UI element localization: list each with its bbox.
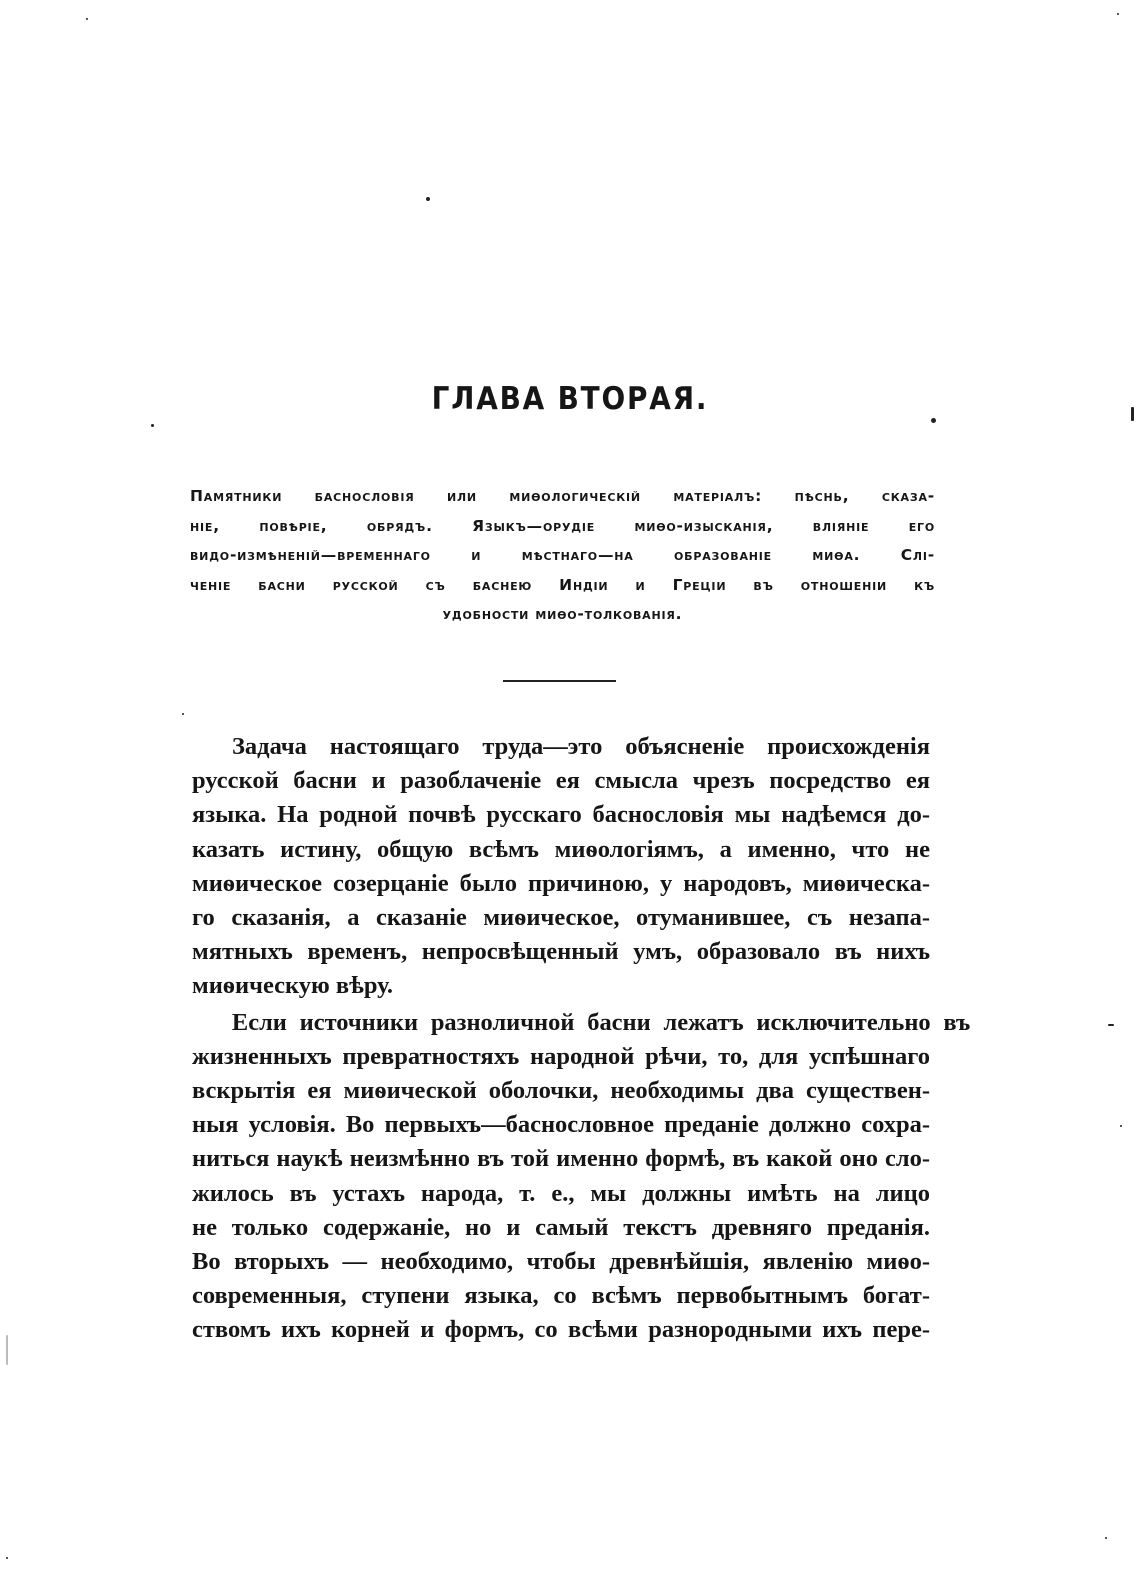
- text-line: ниться наукѣ неизмѣнно въ той именно формѣ, въ какой оно сло-: [192, 1145, 930, 1173]
- section-separator: [503, 680, 616, 682]
- text-line: Во вторыхъ — необходимо, чтобы древнѣйшія, явленію миѳо-: [192, 1248, 930, 1276]
- text-line: жилось въ устахъ народа, т. е., мы должны имѣть на лицо: [192, 1179, 930, 1207]
- text-line: казать истину, общую всѣмъ миѳологіямъ, а именно, что не: [192, 835, 930, 863]
- text-line: русской басни и разоблаченіе ея смысла чрезъ посредство ея: [192, 767, 930, 795]
- text-line: Задача настоящаго труда—это объясненіе происхожденія: [232, 733, 930, 760]
- text-line: ныя условія. Во первыхъ—баснословное преданіе должно сохра-: [192, 1111, 930, 1139]
- scan-speck: [1131, 407, 1134, 421]
- paragraph: [192, 730, 930, 1004]
- text-line: миѳическое созерцаніе было причиною, у народовъ, миѳическа-: [192, 869, 930, 897]
- chapter-summary: [190, 482, 935, 630]
- text-line: современныя, ступени языка, со всѣмъ первобытнымъ богат-: [192, 1282, 930, 1310]
- text-line: не только содержаніе, но и самый текстъ древняго преданія.: [192, 1213, 930, 1241]
- summary-line: ніе, повѣріе, обрядъ. Языкъ—орудіе миѳо-изысканія, вліяніе его: [190, 516, 935, 535]
- summary-line: удобности миѳо-толкованія.: [442, 605, 683, 623]
- scan-speck: [1117, 13, 1119, 15]
- text-line: языка. На родной почвѣ русскаго баснословія мы надѣемся до-: [192, 801, 930, 829]
- scan-speck: [6, 1557, 8, 1559]
- text-line: ствомъ ихъ корней и формъ, со всѣми разнородными ихъ пере-: [192, 1316, 930, 1344]
- text-line: Если источники разноличной басни лежатъ исключительно въ: [231, 1008, 971, 1036]
- chapter-title: ГЛАВА ВТОРАЯ.: [431, 381, 709, 417]
- scan-speck: [426, 197, 430, 201]
- summary-line: ченіе басни русской съ баснею Индіи и Греціи въ отношеніи къ: [190, 575, 935, 594]
- scan-speck: [1120, 1125, 1122, 1127]
- text-line: мятныхъ временъ, непросвѣщенный умъ, образовало въ нихъ: [192, 938, 930, 966]
- summary-line: видо-измѣненій—временнаго и мѣстнаго—на образованіе миѳа. Слі-: [190, 546, 935, 564]
- summary-line: Памятники баснословія или миѳологическій матеріалъ: пѣснь, сказа-: [190, 487, 935, 505]
- scan-speck: [931, 418, 936, 423]
- text-line: вскрытія ея миѳической оболочки, необходимы два существен-: [192, 1077, 930, 1105]
- scan-speck: [151, 424, 154, 427]
- text-line: жизненныхъ превратностяхъ народной рѣчи, то, для успѣшнаго: [192, 1042, 930, 1070]
- text-line: миѳическую вѣру.: [192, 972, 394, 1000]
- scan-speck: [86, 18, 88, 20]
- text-line: го сказанія, а сказаніе миѳическое, отуманившее, съ незапа-: [192, 904, 930, 932]
- scan-speck: [1108, 1024, 1114, 1026]
- scan-speck: [1105, 1537, 1107, 1539]
- paragraph: [192, 1006, 971, 1348]
- scan-speck: [182, 713, 184, 715]
- body-text: [192, 730, 971, 1348]
- scan-speck: [6, 1335, 8, 1365]
